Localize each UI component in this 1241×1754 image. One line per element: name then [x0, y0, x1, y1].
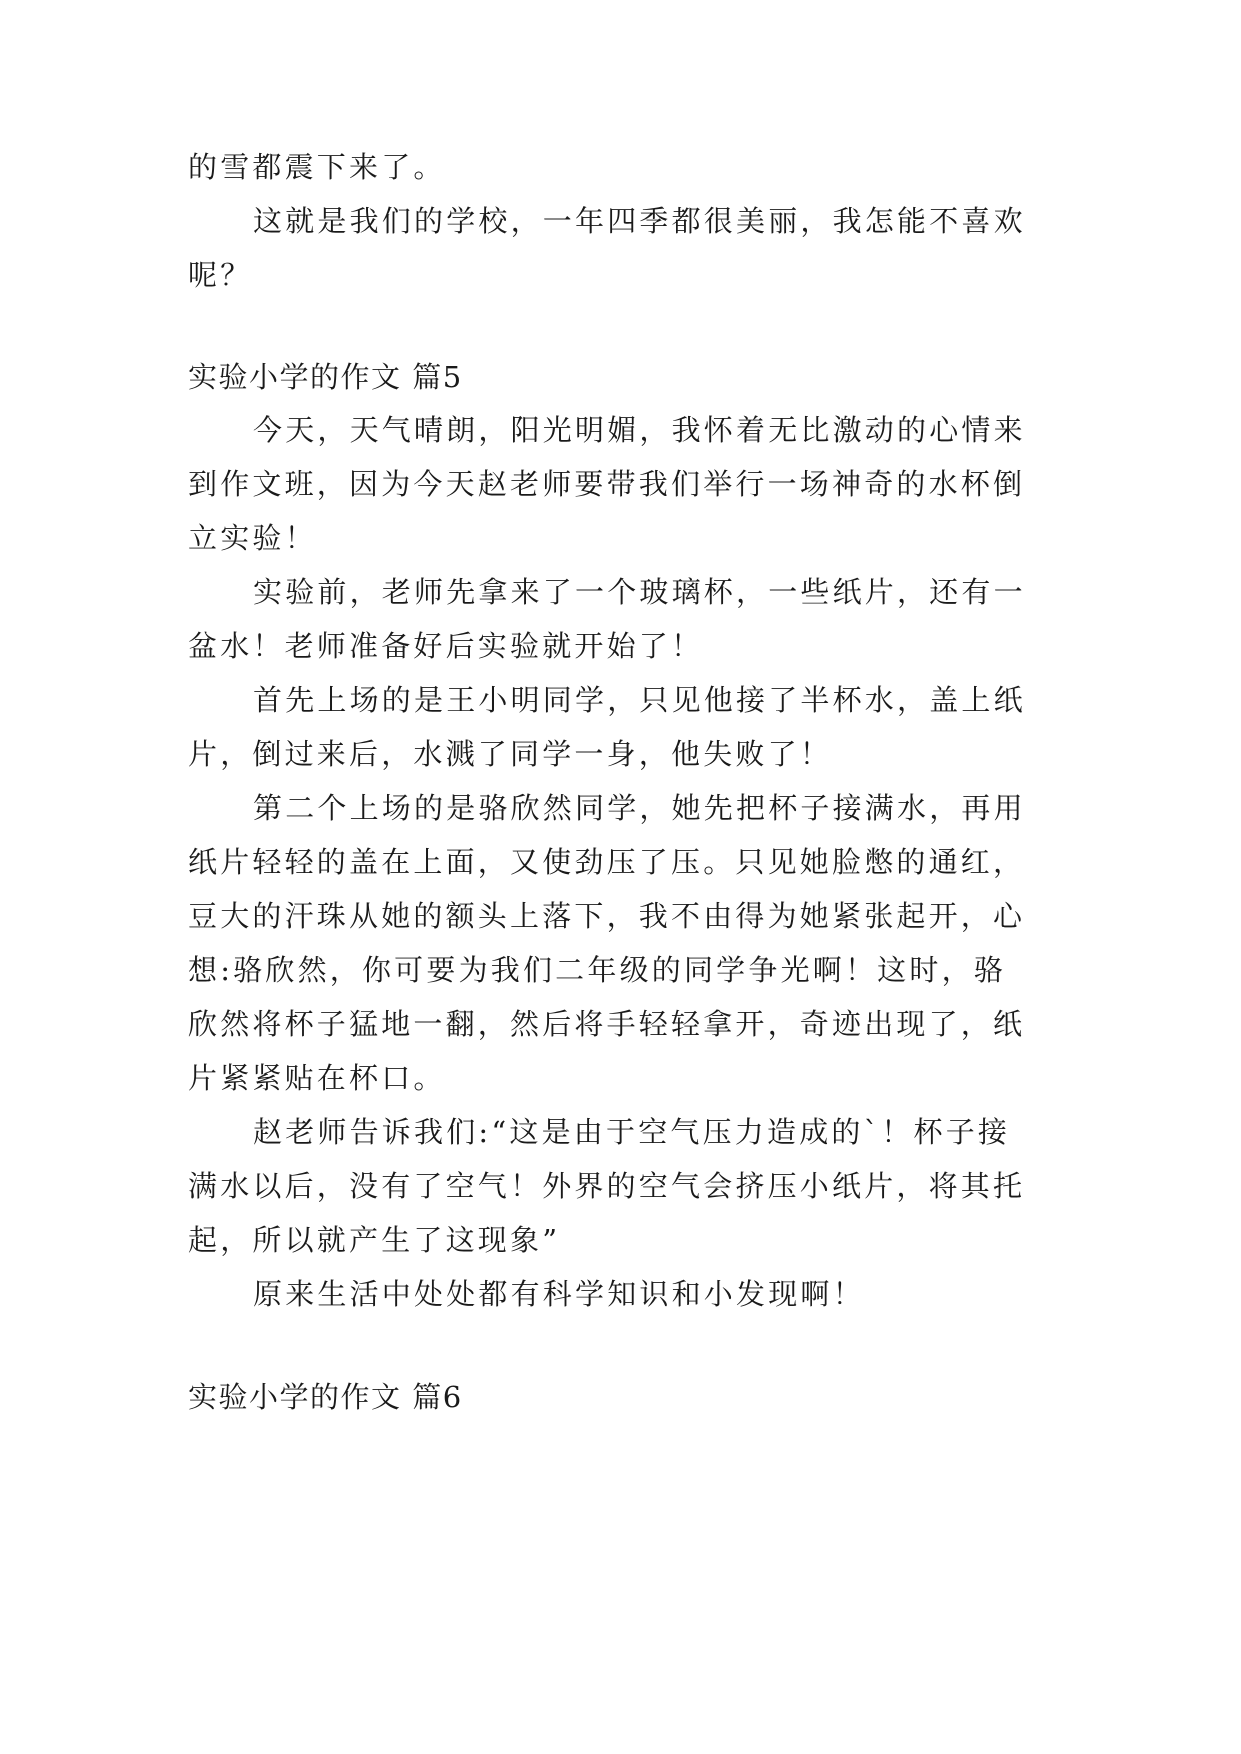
text-line: 满水以后，没有了空气！外界的空气会挤压小纸片，将其托 — [188, 1169, 1026, 1203]
section-heading: 实验小学的作文 篇6 — [188, 1380, 463, 1414]
text-line: 第二个上场的是骆欣然同学，她先把杯子接满水，再用 — [253, 791, 1026, 825]
text-line: 欣然将杯子猛地一翻，然后将手轻轻拿开，奇迹出现了，纸 — [188, 1007, 1026, 1041]
section-heading: 实验小学的作文 篇5 — [188, 360, 463, 394]
text-line: 今天，天气晴朗，阳光明媚，我怀着无比激动的心情来 — [253, 413, 1026, 447]
text-line: 立实验！ — [188, 521, 317, 555]
text-line: 片，倒过来后，水溅了同学一身，他失败了！ — [188, 737, 833, 771]
text-line: 到作文班，因为今天赵老师要带我们举行一场神奇的水杯倒 — [188, 467, 1026, 501]
text-line: 片紧紧贴在杯口。 — [188, 1061, 446, 1095]
text-line: 赵老师告诉我们:“这是由于空气压力造成的`！杯子接 — [253, 1115, 1011, 1149]
text-line: 这就是我们的学校，一年四季都很美丽，我怎能不喜欢 — [253, 204, 1026, 238]
text-line: 豆大的汗珠从她的额头上落下，我不由得为她紧张起开，心 — [188, 899, 1026, 933]
text-line: 呢？ — [188, 258, 253, 292]
text-line: 想:骆欣然，你可要为我们二年级的同学争光啊！这时，骆 — [188, 953, 1006, 987]
text-line: 首先上场的是王小明同学，只见他接了半杯水，盖上纸 — [253, 683, 1026, 717]
text-line: 的雪都震下来了。 — [188, 150, 446, 184]
text-line: 纸片轻轻的盖在上面，又使劲压了压。只见她脸憋的通红， — [188, 845, 1026, 879]
text-line: 原来生活中处处都有科学知识和小发现啊！ — [253, 1277, 865, 1311]
text-line: 起，所以就产生了这现象” — [188, 1223, 561, 1257]
text-line: 实验前，老师先拿来了一个玻璃杯，一些纸片，还有一 — [253, 575, 1026, 609]
text-line: 盆水！老师准备好后实验就开始了！ — [188, 629, 704, 663]
